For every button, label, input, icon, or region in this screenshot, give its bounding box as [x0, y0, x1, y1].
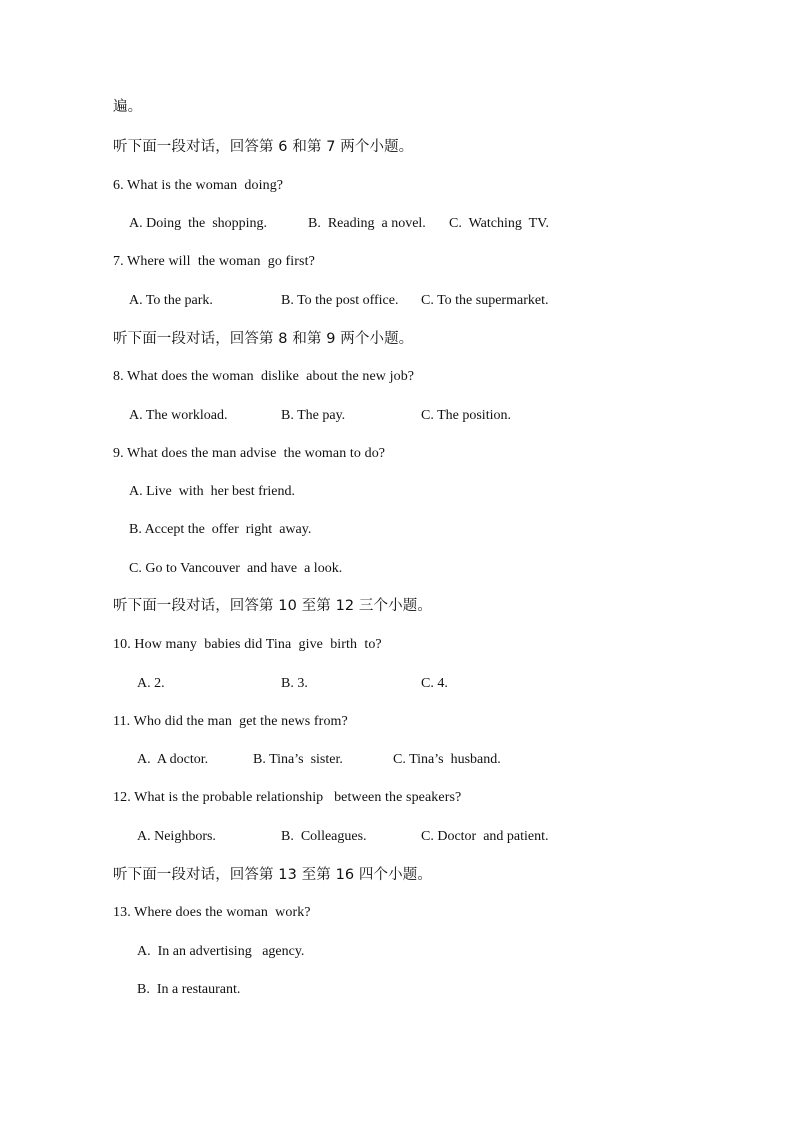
- question-13: 13. Where does the woman work?: [113, 905, 311, 920]
- question-11: 11. Who did the man get the news from?: [113, 714, 348, 729]
- question-7-option-a: A. To the park.: [129, 293, 213, 308]
- question-13-option-b: B. In a restaurant.: [137, 982, 241, 997]
- question-9: 9. What does the man advise the woman to do?: [113, 446, 386, 461]
- question-6-option-b: B. Reading a novel.: [308, 216, 426, 231]
- section-instruction: 听下面一段对话，回答第 13 至第 16 四个小题。: [113, 867, 432, 883]
- question-11-option-a: A. A doctor.: [137, 752, 209, 767]
- section-instruction: 听下面一段对话，回答第 10 至第 12 三个小题。: [113, 598, 432, 614]
- question-12-option-a: A. Neighbors.: [137, 829, 216, 844]
- question-8: 8. What does the woman dislike about the new job?: [113, 369, 415, 384]
- text-fragment: 遍。: [113, 99, 143, 115]
- question-13-option-a: A. In an advertising agency.: [137, 944, 305, 959]
- question-7-option-c: C. To the supermarket.: [421, 293, 549, 308]
- question-8-option-b: B. The pay.: [281, 408, 346, 423]
- question-10-option-b: B. 3.: [281, 676, 308, 691]
- question-10-option-a: A. 2.: [137, 676, 165, 691]
- question-9-option-a: A. Live with her best friend.: [129, 484, 296, 499]
- question-12: 12. What is the probable relationship between the speakers?: [113, 790, 462, 805]
- question-11-option-c: C. Tina’s husband.: [393, 752, 501, 767]
- question-6-option-c: C. Watching TV.: [449, 216, 549, 231]
- question-8-option-a: A. The workload.: [129, 408, 228, 423]
- section-instruction: 听下面一段对话，回答第 8 和第 9 两个小题。: [113, 331, 414, 347]
- question-12-option-b: B. Colleagues.: [281, 829, 367, 844]
- question-8-option-c: C. The position.: [421, 408, 511, 423]
- question-7-option-b: B. To the post office.: [281, 293, 399, 308]
- question-10: 10. How many babies did Tina give birth to?: [113, 637, 382, 652]
- question-10-option-c: C. 4.: [421, 676, 448, 691]
- question-12-option-c: C. Doctor and patient.: [421, 829, 549, 844]
- question-6: 6. What is the woman doing?: [113, 178, 284, 193]
- question-9-option-c: C. Go to Vancouver and have a look.: [129, 561, 343, 576]
- question-7: 7. Where will the woman go first?: [113, 254, 315, 269]
- section-instruction: 听下面一段对话，回答第 6 和第 7 两个小题。: [113, 139, 414, 155]
- question-11-option-b: B. Tina’s sister.: [253, 752, 343, 767]
- question-9-option-b: B. Accept the offer right away.: [129, 522, 312, 537]
- question-6-option-a: A. Doing the shopping.: [129, 216, 268, 231]
